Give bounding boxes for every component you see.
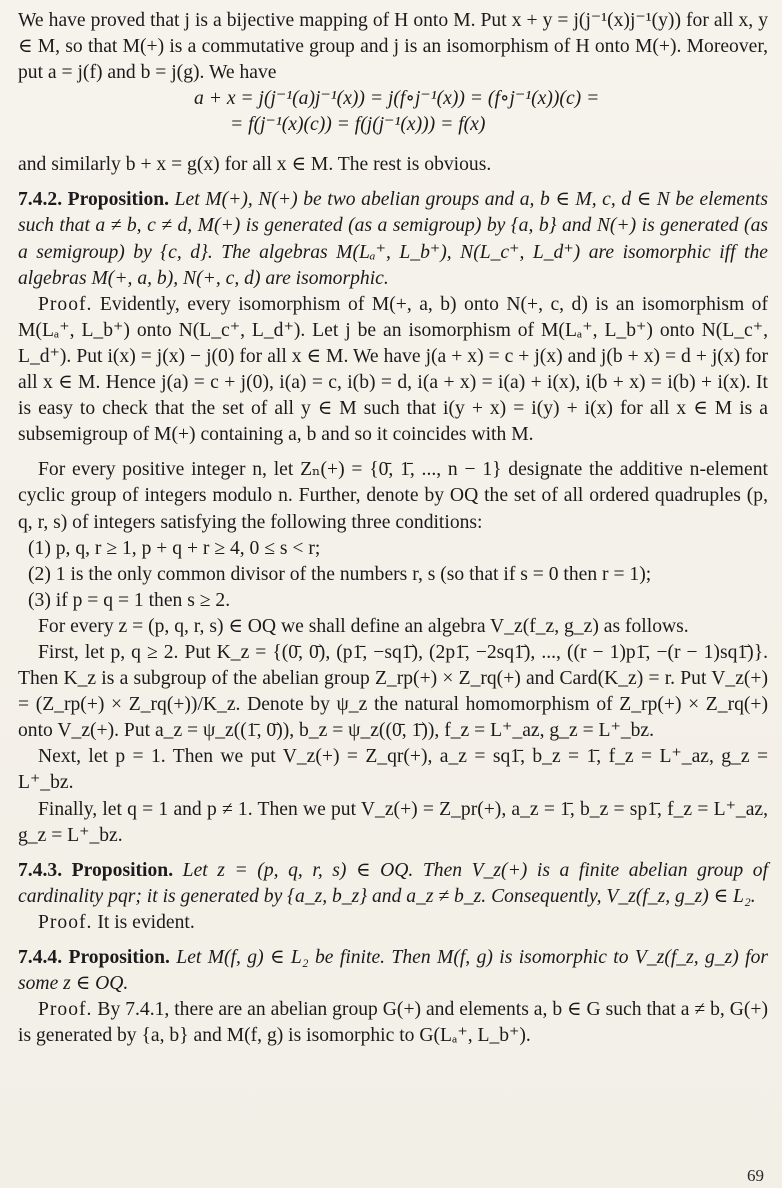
equation-line-1: a + x = j(j⁻¹(a)j⁻¹(x)) = j(f∘j⁻¹(x)) = (f∘j⁻¹(x))(c) = [194, 88, 600, 110]
proof-7-4-3 [18, 910, 768, 936]
proof-text: It is evident. [92, 911, 195, 933]
condition-2: (2) 1 is the only common divisor of the numbers r, s (so that if s = 0 then r = 1); [28, 563, 652, 585]
proposition-7-4-2 [18, 187, 768, 291]
proposition-heading: 7.4.3. Proposition. [18, 859, 174, 881]
proposition-statement: Let M(+), N(+) be two abelian groups and a, b ∈ M, c, d ∈ N be elements such that a ≠ b, c ≠ d, M(+) is generated (as a semigroup) by {a, b} and N(+) is generated (as a semigroup) by {c, d}. The algebras M(Lₐ⁺, L_b⁺), N(L_c⁺, L_d⁺) are isomorphic iff the algebras M(+, a, b), N(+, c, d) are isomorphic. [18, 189, 768, 289]
paragraph-algebra-def: For every z = (p, q, r, s) ∈ OQ we shall define an algebra V_z(f_z, g_z) as follows. [38, 615, 689, 637]
page-number: 69 [747, 1166, 764, 1185]
equation-line-2: = f(j⁻¹(x)(c)) = f(j(j⁻¹(x))) = f(x) [230, 114, 486, 136]
proposition-heading: 7.4.4. Proposition. [18, 947, 170, 968]
paragraph-case-first: First, let p, q ≥ 2. Put K_z = {(0̄, 0̄), (p1̄, −sq1̄), (2p1̄, −2sq1̄), ..., ((r − 1)p1̄, −(r − 1)sq1̄)}. Then K_z is a subgroup of the abelian group Z_rp(+) × Z_rq(+) and Card(K_z) = r. Put V_z(+) = (Z_rp(+) × Z_rq(+))/K_z. Denote by ψ_z the natural homomorphism of Z_rp(+) × Z_rq(+) onto V_z(+). Put a_z = ψ_z((1̄, 0̄)), b_z = ψ_z((0̄, 1̄)), f_z = L⁺_az, g_z = L⁺_bz. [18, 641, 768, 742]
proposition-statement: Let z = (p, q, r, s) ∈ OQ. Then V_z(+) is a finite abelian group of cardinality pqr; it is generated by {a_z, b_z} and a_z ≠ b_z. Consequently, V_z(f_z, g_z) ∈ L₂. [18, 859, 769, 907]
condition-1: (1) p, q, r ≥ 1, p + q + r ≥ 4, 0 ≤ s < r; [28, 537, 321, 559]
proof-7-4-2 [18, 292, 768, 449]
proof-heading: Proof. [38, 293, 93, 315]
proof-text: Evidently, every isomorphism of M(+, a, b) onto N(+, c, d) is an isomorphism of M(Lₐ⁺, L_b⁺) onto N(L_c⁺, L_d⁺). Let j be an isomorphism of M(Lₐ⁺, L_b⁺) onto N(L_c⁺, L_d⁺). Put i(x) = j(x) − j(0) for all x ∈ M. We have j(a + x) = c + j(x) and j(b + x) = d + j(x) for all x ∈ M. Hence j(a) = c + j(0), i(a) = c, i(b) = d, i(a + x) = i(a) + i(x), i(b + x) = i(b) + i(x). It is easy to check that the set of all y ∈ M such that i(y + x) = i(y) + i(x) for all x ∈ M is a subsemigroup of M(+) containing a, b and so it coincides with M. [18, 293, 768, 446]
paragraph-definitions: For every positive integer n, let Zₙ(+) = {0̄, 1̄, ..., n − 1} designate the additive n-element cyclic group of integers modulo n. Further, denote by OQ the set of all ordered quadruples (p, q, r, s) of integers satisfying the following three conditions: [18, 459, 768, 533]
proof-7-4-4 [18, 997, 768, 1049]
paragraph-case-next: Next, let p = 1. Then we put V_z(+) = Z_qr(+), a_z = sq1̄, b_z = 1̄, f_z = L⁺_az, g_z = L⁺_bz. [18, 746, 768, 794]
paragraph-proof-conclusion: We have proved that j is a bijective mapping of H onto M. Put x + y = j(j⁻¹(x)j⁻¹(y)) for all x, y ∈ M, so that M(+) is a commutative group and j is an isomorphism of H onto M(+). Moreover, put a = j(f) and b = j(g). We have [18, 10, 768, 84]
conditions-list [18, 536, 768, 614]
proposition-7-4-3 [18, 858, 768, 910]
condition-3: (3) if p = q = 1 then s ≥ 2. [28, 589, 231, 611]
paragraph-case-finally: Finally, let q = 1 and p ≠ 1. Then we put V_z(+) = Z_pr(+), a_z = 1̄, b_z = sp1̄, f_z = L⁺_az, g_z = L⁺_bz. [18, 798, 768, 846]
proposition-heading: 7.4.2. Proposition. [18, 189, 170, 211]
proof-heading: Proof. [38, 911, 93, 933]
proof-heading: Proof. [38, 999, 93, 1021]
proof-text: By 7.4.1, there are an abelian group G(+) and elements a, b ∈ G such that a ≠ b, G(+) is generated by {a, b} and M(f, g) is isomorphic to G(Lₐ⁺, L_b⁺). [18, 999, 768, 1047]
paragraph-similarly: and similarly b + x = g(x) for all x ∈ M. The rest is obvious. [18, 154, 492, 176]
proposition-7-4-4 [18, 945, 768, 997]
proposition-statement: Let M(f, g) ∈ L₂ be finite. Then M(f, g) is isomorphic to V_z(f_z, g_z) for some z ∈ OQ. [18, 947, 768, 995]
